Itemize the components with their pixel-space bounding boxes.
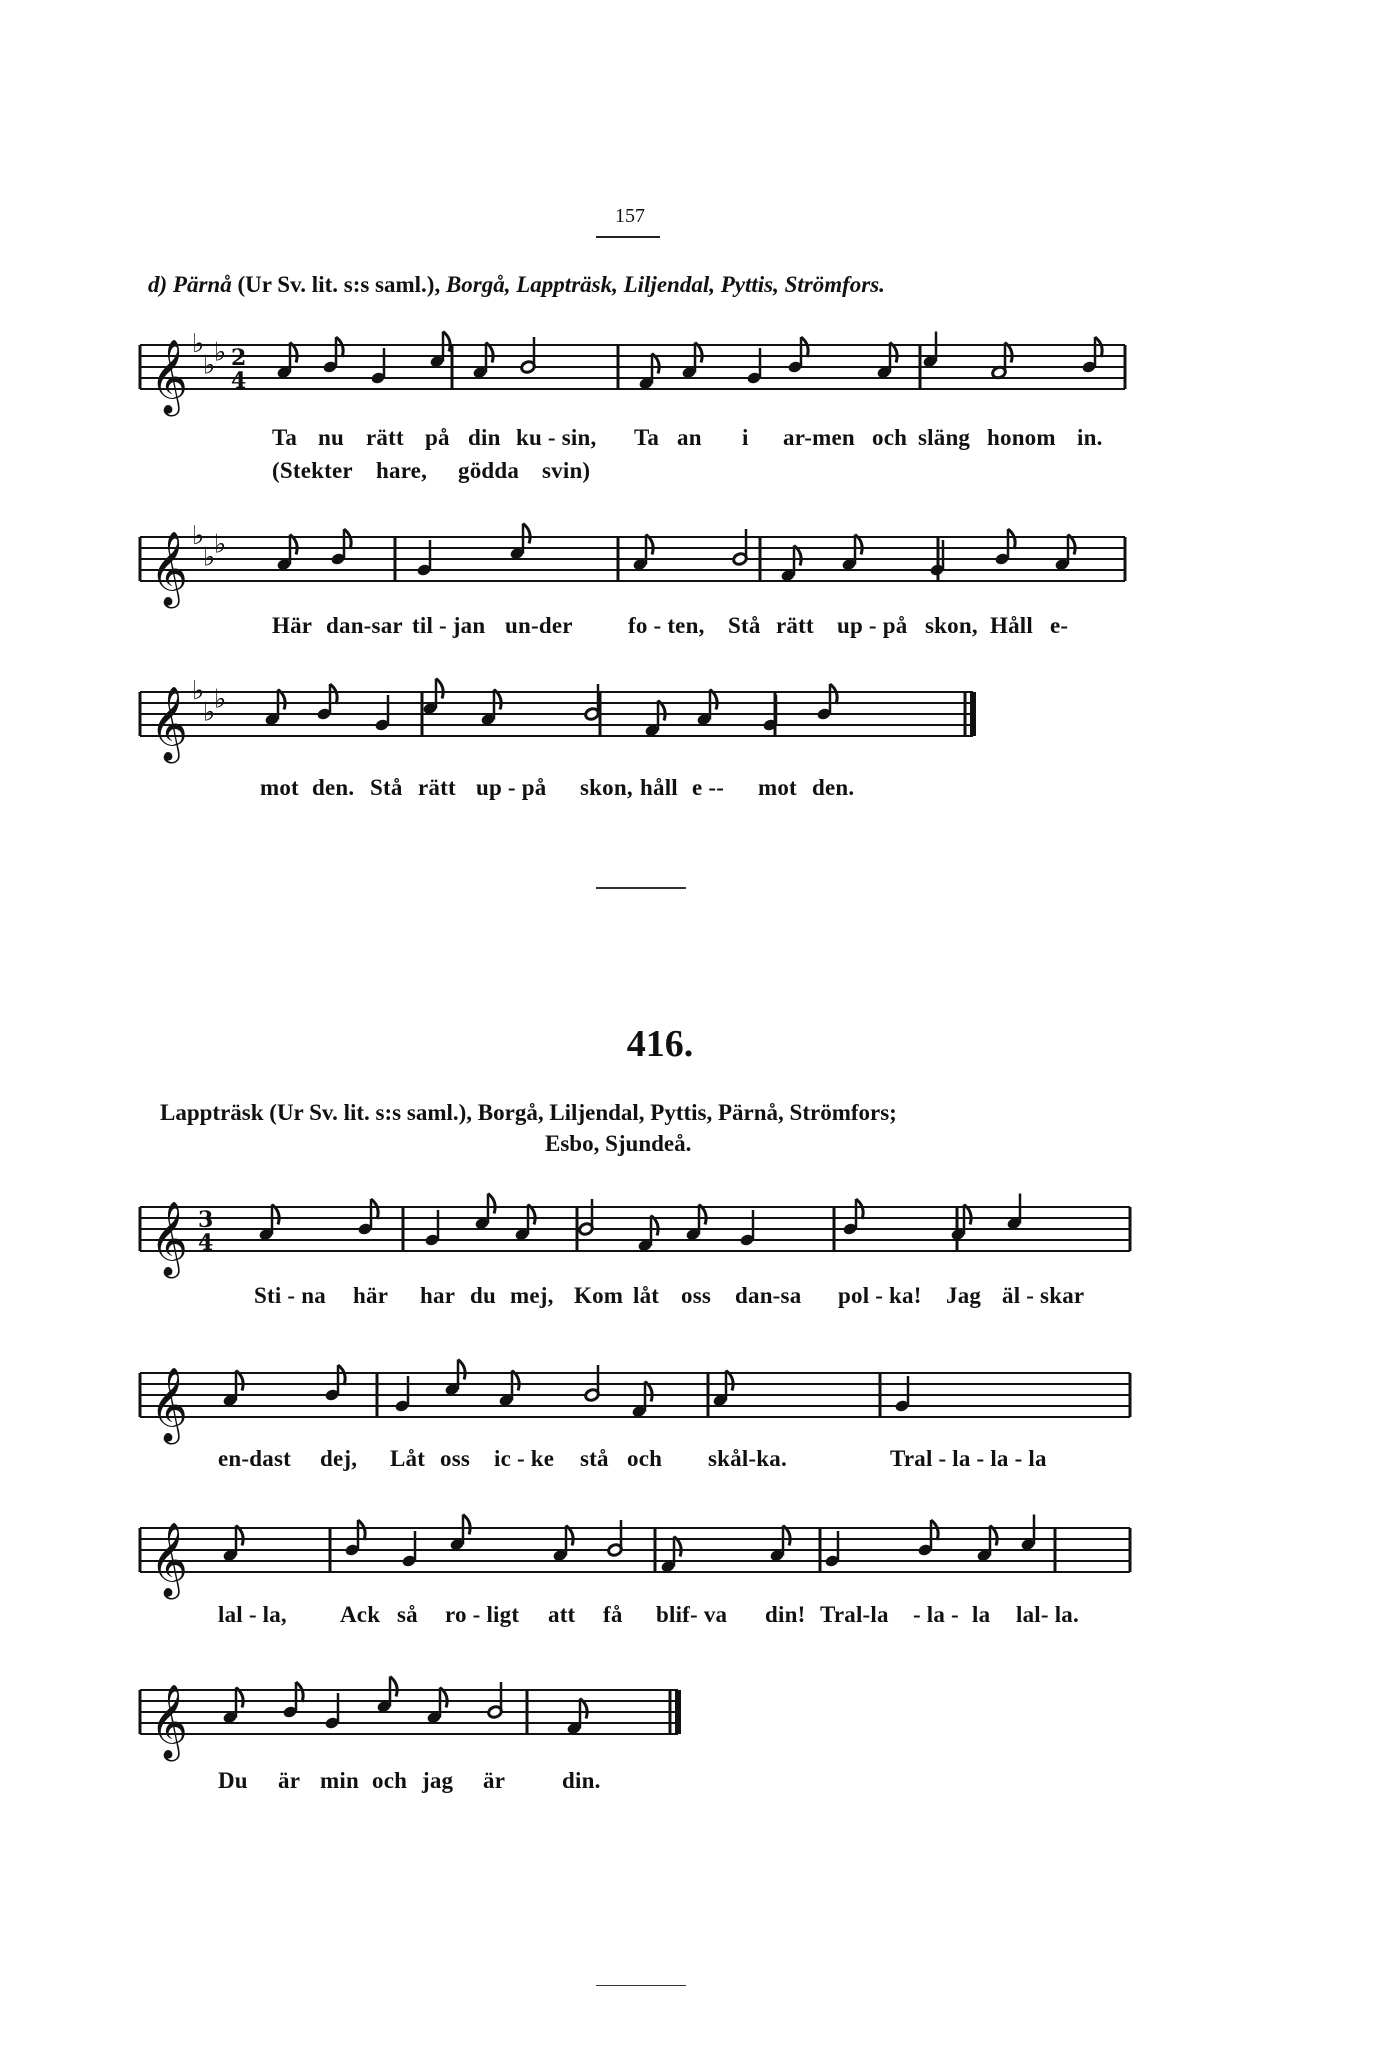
flat-icon: ♭: [214, 684, 227, 715]
lyric-syllable: dan-sar: [326, 613, 403, 638]
lyric-syllable: an: [677, 425, 702, 450]
lyric-syllable: mej,: [510, 1283, 554, 1308]
treble-clef-icon: 𝄞: [150, 340, 188, 414]
lyric-syllable: du: [470, 1283, 496, 1308]
staff-system: [140, 1685, 678, 1762]
flat-icon: ♭: [203, 697, 216, 728]
staff-system: [140, 676, 973, 764]
lyric-syllable: dan-sa: [735, 1283, 802, 1308]
lyric-syllable: Ta: [272, 425, 298, 450]
lyric-syllable: la: [972, 1602, 991, 1627]
lyric-syllable: ro - ligt: [445, 1602, 520, 1627]
lyric-syllable: den.: [812, 775, 855, 800]
flat-icon: ♭: [203, 542, 216, 573]
lyric-syllable: lal- la.: [1016, 1602, 1079, 1627]
lyric-syllable: nu: [318, 425, 344, 450]
lyric-syllable: Sti - na: [254, 1283, 326, 1308]
lyric-syllable: dej,: [320, 1446, 358, 1471]
flat-icon: ♭: [214, 337, 227, 368]
lyric-syllable: rätt: [418, 775, 456, 800]
variant-place: Pärnå: [172, 272, 232, 297]
variant-label: d): [148, 272, 168, 297]
treble-clef-icon: 𝄞: [150, 687, 188, 761]
lyric-syllable: och: [372, 1768, 408, 1793]
flat-icon: ♭: [192, 329, 205, 359]
lyric-syllable-second-verse: svin): [542, 458, 591, 483]
lyric-syllable: Ta: [634, 425, 660, 450]
lyric-syllable: Tral-la: [820, 1602, 889, 1627]
lyric-syllable: e-: [1050, 613, 1069, 638]
lyric-syllable: mot: [260, 775, 299, 800]
lyric-syllable: un-der: [505, 613, 573, 638]
lyric-syllable: skon,: [580, 775, 633, 800]
time-signature-top: 3: [198, 1207, 214, 1233]
lyric-syllable: så: [397, 1602, 418, 1627]
lyric-syllable: jag: [422, 1768, 454, 1793]
lyric-syllable: få: [603, 1602, 623, 1627]
lyric-syllable: en-dast: [218, 1446, 291, 1471]
variant-other-places: Borgå, Lappträsk, Liljendal, Pyttis, Strömfors.: [445, 272, 885, 297]
lyric-syllable-second-verse: hare,: [376, 458, 428, 483]
lyric-syllable: Här: [272, 613, 313, 638]
lyric-syllable: här: [353, 1283, 389, 1308]
staff-system: [140, 1368, 1130, 1445]
lyric-syllable: rätt: [776, 613, 814, 638]
lyric-syllable: ku - sin,: [516, 425, 597, 450]
lyric-syllable: ic - ke: [494, 1446, 555, 1471]
lyric-syllable: e --: [692, 775, 725, 800]
lyric-syllable: Håll: [990, 613, 1033, 638]
lyric-syllable: fo - ten,: [628, 613, 705, 638]
lyric-syllable: rätt: [366, 425, 404, 450]
lyric-syllable: til - jan: [412, 613, 486, 638]
lyric-syllable: den.: [312, 775, 355, 800]
sources-line-1: Lappträsk (Ur Sv. lit. s:s saml.), Borgå, Liljendal, Pyttis, Pärnå, Strömfors;: [160, 1100, 897, 1125]
lyric-syllable: skon,: [925, 613, 978, 638]
lyric-syllable: Ack: [340, 1602, 381, 1627]
flat-icon: ♭: [214, 529, 227, 560]
lyric-syllable: i: [742, 425, 749, 450]
lyric-syllable: Tral - la - la - la: [890, 1446, 1047, 1471]
lyric-syllable: lal - la,: [218, 1602, 287, 1627]
lyric-syllable: blif- va: [656, 1602, 728, 1627]
lyric-syllable: Kom: [574, 1283, 624, 1308]
lyric-syllable: pol - ka!: [838, 1283, 922, 1308]
lyric-syllable: in.: [1077, 425, 1103, 450]
flat-icon: ♭: [203, 350, 216, 381]
bottom-separator: [596, 1985, 686, 1986]
lyric-syllable: på: [425, 425, 450, 450]
section-separator: [596, 887, 686, 889]
treble-clef-icon: 𝄞: [150, 1202, 188, 1276]
lyric-syllable: oss: [440, 1446, 471, 1471]
lyric-syllable: - la -: [913, 1602, 959, 1627]
lyric-syllable: har: [420, 1283, 456, 1308]
lyric-syllable-second-verse: gödda: [458, 458, 520, 483]
treble-clef-icon: 𝄞: [150, 1523, 188, 1597]
lyric-syllable: skål-ka.: [708, 1446, 787, 1471]
lyric-syllable: din: [468, 425, 501, 450]
staff-system: [140, 1202, 1130, 1279]
flat-icon: ♭: [192, 521, 205, 551]
lyric-syllable: Jag: [946, 1283, 982, 1308]
lyric-syllable: min: [320, 1768, 359, 1793]
time-signature-bottom: 4: [231, 368, 247, 394]
lyric-syllable: up - på: [476, 775, 547, 800]
treble-clef-icon: 𝄞: [150, 1368, 188, 1442]
song-number: 416.: [626, 1023, 694, 1065]
lyric-syllable: äl - skar: [1002, 1283, 1085, 1308]
page-number: 157: [615, 205, 645, 227]
time-signature-top: 2: [231, 345, 247, 371]
lyric-syllable: din!: [765, 1602, 806, 1627]
lyric-syllable: oss: [681, 1283, 712, 1308]
lyric-syllable: stå: [580, 1446, 609, 1471]
time-signature-bottom: 4: [198, 1230, 214, 1256]
song-416-sources: [160, 1097, 1160, 1159]
lyric-syllable: låt: [633, 1283, 660, 1308]
lyric-syllable: att: [548, 1602, 576, 1627]
treble-clef-icon: 𝄞: [150, 1685, 188, 1759]
variant-source: (Ur Sv. lit. s:s saml.),: [237, 272, 441, 297]
lyric-syllable: din.: [562, 1768, 601, 1793]
lyric-syllable: up - på: [837, 613, 908, 638]
lyric-syllable: och: [872, 425, 908, 450]
lyric-syllable: och: [627, 1446, 663, 1471]
lyric-syllable: släng: [918, 425, 971, 450]
lyric-syllable: Stå: [728, 613, 761, 638]
lyric-syllable: är: [278, 1768, 301, 1793]
sources-line-2: Esbo, Sjundeå.: [545, 1131, 692, 1156]
lyric-syllable-second-verse: (Stekter: [272, 458, 353, 483]
lyric-syllable: Du: [218, 1768, 248, 1793]
lyric-syllable: honom: [987, 425, 1056, 450]
staff-system: [140, 1523, 1130, 1600]
lyric-syllable: håll: [640, 775, 678, 800]
lyric-syllable: mot: [758, 775, 797, 800]
lyric-syllable: är: [483, 1768, 506, 1793]
lyric-syllable: Låt: [390, 1446, 426, 1471]
flat-icon: ♭: [192, 676, 205, 706]
treble-clef-icon: 𝄞: [150, 532, 188, 606]
lyric-syllable: ar-men: [783, 425, 855, 450]
lyric-syllable: Stå: [370, 775, 403, 800]
